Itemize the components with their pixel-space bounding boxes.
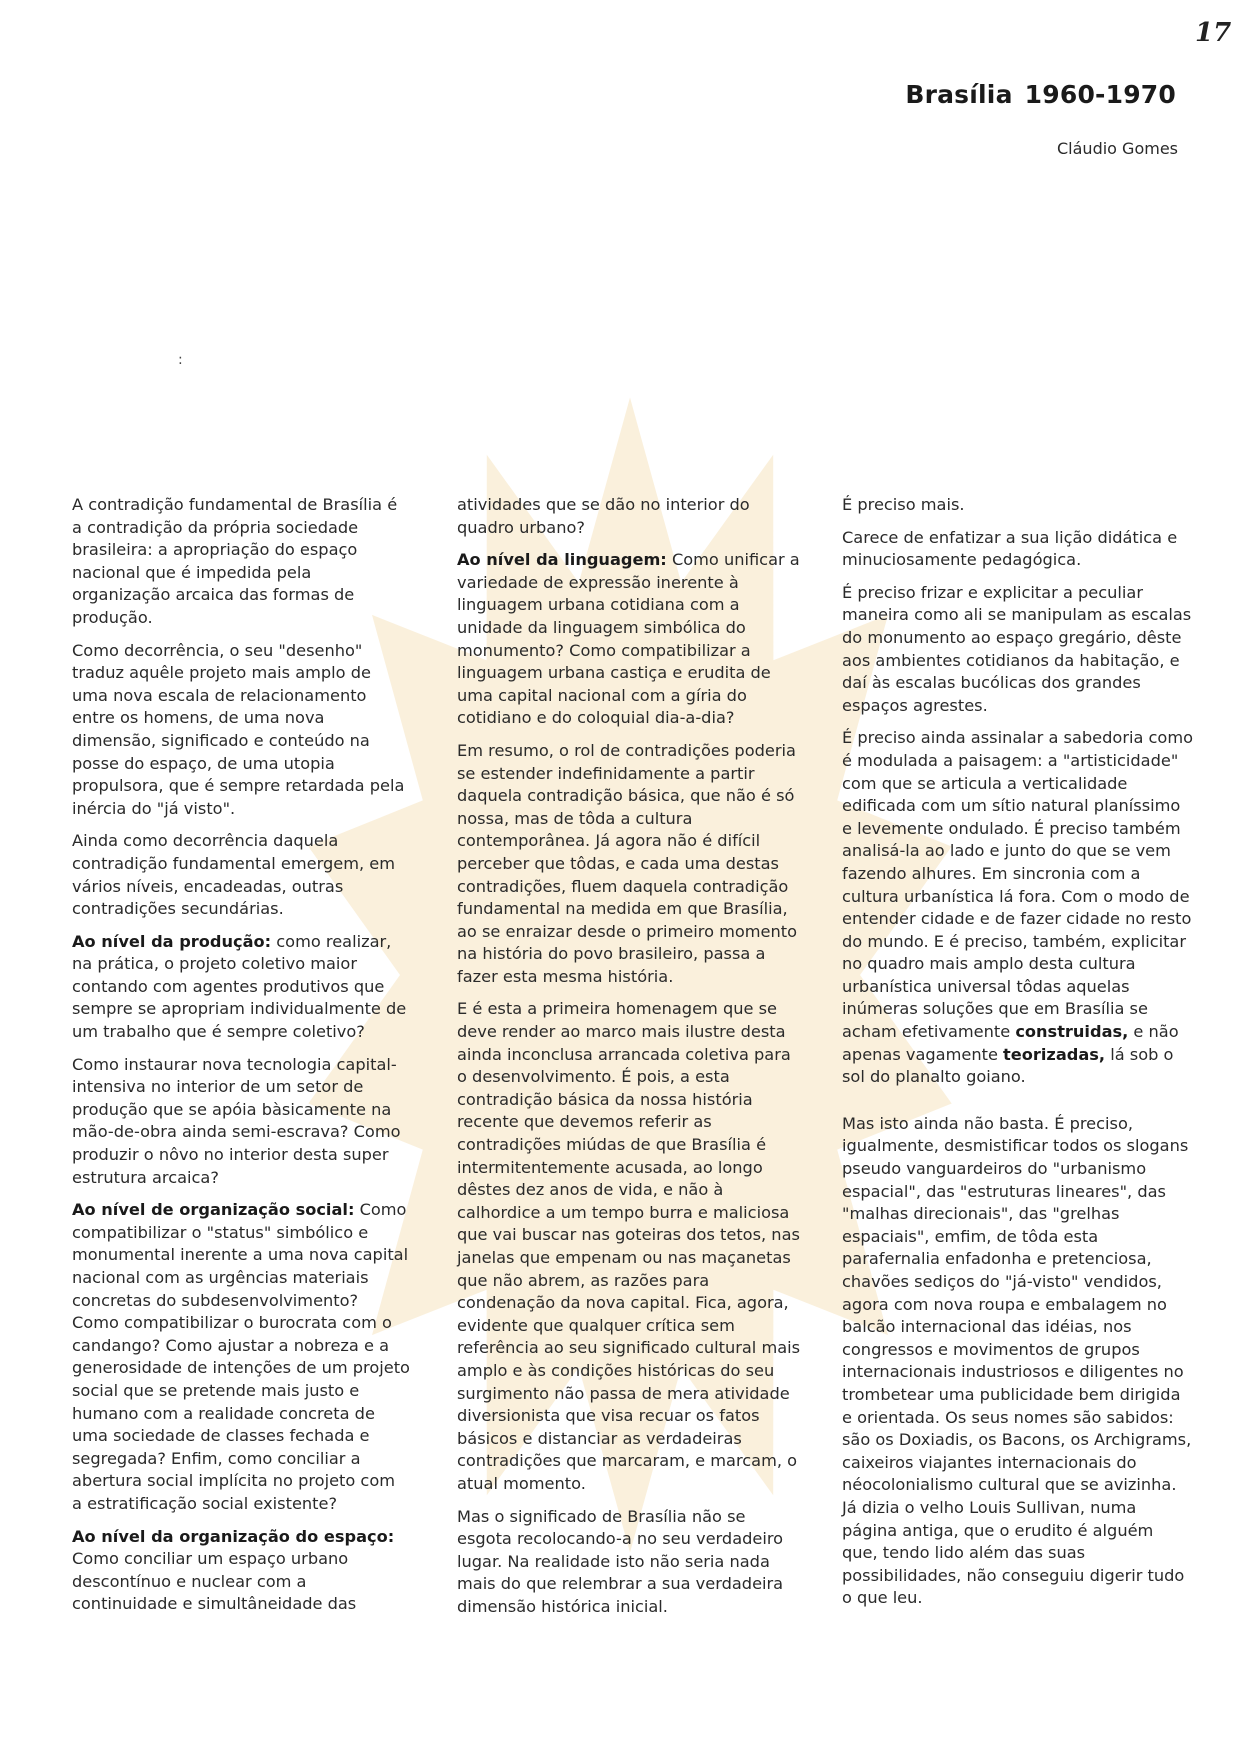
article-title: [905, 80, 1176, 109]
paragraph: Como instaurar nova tecnologia capital-intensiva no interior de um setor de produção que se apóia bàsicamente na mão-de-obra ainda semi-escrava? Como produzir o nôvo no interior desta super estrutura arcaica?: [72, 1054, 401, 1187]
paragraph-text: Como conciliar um espaço urbano descontínuo e nuclear com a continuidade e simultâneidade das: [72, 1549, 357, 1614]
paragraph: É preciso mais.: [842, 495, 965, 514]
paragraph: Ainda como decorrência daquela contradição fundamental emergem, em vários níveis, encadeadas, outras contradições secundárias.: [72, 831, 396, 919]
text-column-3: [842, 494, 1194, 1620]
paragraph-text: Como unificar a variedade de expressão inerente à linguagem urbana cotidiana com a unidade da linguagem simbólica do monumento? Como compatibilizar a linguagem urbana castiça e erudita de uma capital nacional com a gíria do cotidiano e do coloquial dia-a-dia?: [457, 550, 800, 728]
author-byline: Cláudio Gomes: [1057, 139, 1178, 158]
section-label-producao: Ao nível da produção:: [72, 931, 272, 951]
paragraph: [842, 727, 1194, 1089]
paragraph: [72, 931, 410, 1044]
paragraph: atividades que se dão no interior do quadro urbano?: [457, 495, 750, 537]
paragraph: Mas isto ainda não basta. É preciso, igualmente, desmistificar todos os slogans pseudo vanguardeiros do "urbanismo espacial", das "estruturas lineares", das "malhas direcionais", das "grelhas espaciais", emfim, de tôda esta parafernalia enfadonha e pretenciosa, chavões sediços do "já-visto" vendidos, agora com nova roupa e embalagem no balcão internacional das idéias, nos congressos e movimentos de grupos internacionais industriosos e diligentes no trombetear uma publicidade bem dirigida e orientada. Os seus nomes são sabidos: são os Doxiadis, os Bacons, os Archigrams, caixeiros viajantes internacionais do néocolonialismo cultural que se avizinha. Já dizia o velho Louis Sullivan, numa página antiga, que o erudito é alguém que, tendo lido além das suas possibilidades, não conseguiu digerir tudo o que leu.: [842, 1113, 1192, 1608]
paragraph-text: e não apenas vagamente: [842, 1022, 1179, 1064]
text-column-1: [72, 494, 410, 1626]
paragraph: E é esta a primeira homenagem que se deve render ao marco mais ilustre desta ainda inconclusa arrancada coletiva para o desenvolvimento. É pois, a esta contradição básica da nossa história recente que devemos referir as contradições miúdas de que Brasília é intermitentemente acusada, ao longo dêstes dez anos de vida, e não à calhordice a um tempo burra e maliciosa que vai buscar nas goteiras dos tetos, nas janelas que empenam ou nas maçanetas que não abrem, as razões para condenação da nova capital. Fica, agora, evidente que qualquer crítica sem referência ao seu significado cultural mais amplo e às condições históricas do seu surgimento não passa de mera atividade diversionista que visa recuar os fatos básicos e distanciar as verdadeiras contradições que marcaram, e marcam, o atual momento.: [457, 999, 801, 1493]
title-years: 1960-1970: [1024, 80, 1176, 109]
paragraph-gap: [842, 1099, 1194, 1113]
paragraph: A contradição fundamental de Brasília é a contradição da própria sociedade brasileira: a apropriação do espaço nacional que é impedida pela organização arcaica das formas de produção.: [72, 495, 398, 627]
paragraph-text: como realizar, na prática, o projeto coletivo maior contando com agentes produtivos que sempre se apropriam individualmente de um trabalho que é sempre coletivo?: [72, 931, 407, 1042]
section-label-organizacao-social: Ao nível de organização social:: [72, 1200, 355, 1220]
paragraph-text: lá sob o sol do planalto goiano.: [842, 1044, 1174, 1087]
paragraph-text: Como compatibilizar o "status" simbólico e monumental inerente a uma nova capital nacional com as urgências materiais concretas do subdesenvolvimento? Como compatibilizar o burocrata com o candango? Como ajustar a nobreza e a generosidade de intenções de um projeto social que se pretende mais justo e humano com a realidade concreta de uma sociedade de classes fechada e segregada? Enfim, como conciliar a abertura social implícita no projeto com a estratificação social existente?: [72, 1200, 410, 1513]
paragraph: [72, 1199, 410, 1515]
emphasis-construidas: construidas,: [1015, 1022, 1129, 1042]
paragraph: É preciso frizar e explicitar a peculiar maneira como ali se manipulam as escalas do monumento ao espaço gregário, dêste aos ambientes cotidianos da habitação, e daí às escalas bucólicas dos grandes espaços agrestes.: [842, 582, 1192, 715]
paragraph: Em resumo, o rol de contradições poderia se estender indefinidamente a partir daquela contradição básica, que não é só nossa, mas de tôda a cultura contemporânea. Já agora não é difícil perceber que tôdas, e cada uma destas contradições, fluem daquela contradição fundamental na medida em que Brasília, ao se enraizar desde o primeiro momento na história do povo brasileiro, passa a fazer esta mesma história.: [457, 740, 798, 986]
section-label-organizacao-espaco: Ao nível da organização do espaço:: [72, 1526, 395, 1546]
paragraph: [72, 1526, 410, 1616]
title-main: Brasília: [905, 80, 1013, 109]
paragraph: Como decorrência, o seu "desenho" traduz aquêle projeto mais amplo de uma nova escala de relacionamento entre os homens, de uma nova dimensão, significado e conteúdo na posse do espaço, de uma utopia propulsora, que é sempre retardada pela inércia do "já visto".: [72, 640, 405, 818]
stray-mark: :: [178, 352, 183, 368]
emphasis-teorizadas: teorizadas,: [1003, 1044, 1106, 1064]
page-number: 17: [1195, 18, 1232, 48]
paragraph: [457, 549, 803, 730]
paragraph: Carece de enfatizar a sua lição didática e minuciosamente pedagógica.: [842, 527, 1178, 570]
paragraph: Mas o significado de Brasília não se esgota recolocando-a no seu verdadeiro lugar. Na realidade isto não seria nada mais do que relembrar a sua verdadeira dimensão histórica inicial.: [457, 1506, 784, 1616]
text-column-2: [457, 494, 803, 1629]
section-label-linguagem: Ao nível da linguagem:: [457, 550, 667, 570]
paragraph-text: É preciso ainda assinalar a sabedoria como é modulada a paisagem: a "artisticidade" com que se articula a verticalidade edificada com um sítio natural planíssimo e levemente ondulado. É preciso também analisá-la ao lado e junto do que se vem fazendo alhures. Em sincronia com a cultura urbanística lá fora. Com o modo de entender cidade e de fazer cidade no resto do mundo. E é preciso, também, explicitar no quadro mais amplo desta cultura urbanística universal tôdas aquelas inúmeras soluções que em Brasília se acham efetivamente: [842, 728, 1194, 1042]
